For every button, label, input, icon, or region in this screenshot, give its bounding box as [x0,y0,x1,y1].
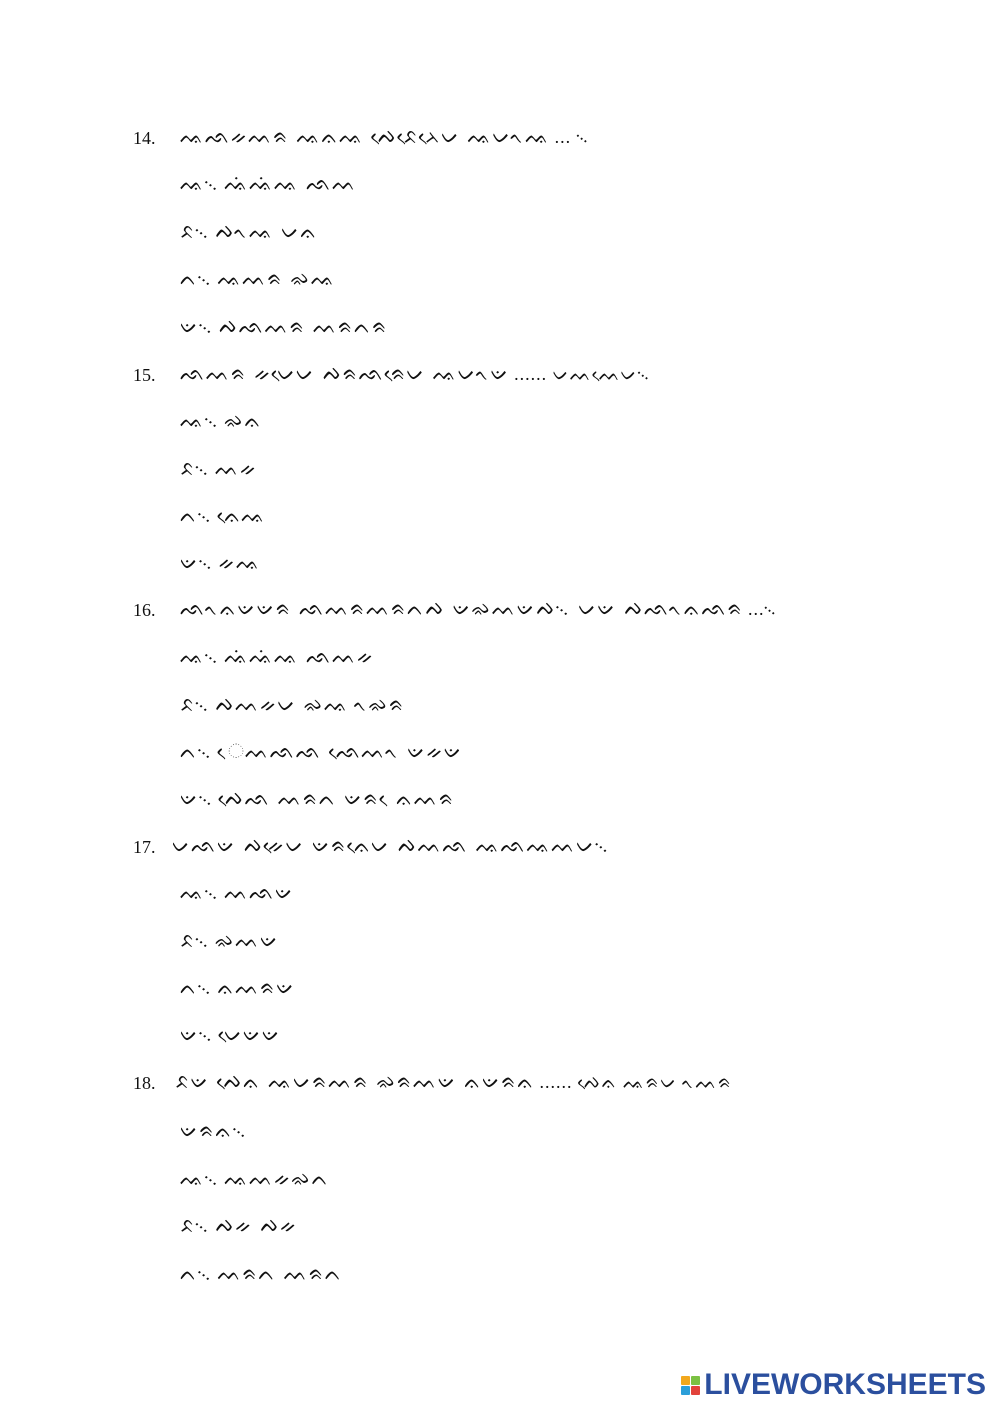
option-b[interactable] [180,930,279,951]
option-c[interactable] [180,268,336,289]
option-label: ᨕ᨞ [180,171,220,195]
stem-text: ᨅᨉ ᨄᨙᨊ ᨕᨆᨑᨓᨑ ᨋᨑᨓᨉ ᨊᨉᨑᨊ [175,1069,536,1093]
stem-text: ᨒᨚᨊᨉᨉᨑ ᨒᨓᨑᨓᨑᨈᨄ ᨉᨋᨓᨉᨄ᨞ ᨆᨉ ᨄᨒᨚᨊᨒᨑ [180,596,744,620]
option-text: ᨀᨕ [218,550,261,574]
question-stem-continued [180,1120,248,1141]
question-stem [180,126,590,147]
option-b[interactable] [180,1215,297,1236]
option-label: ᨉ᨞ [180,786,215,810]
option-label: ᨈ᨞ [180,503,213,527]
blank-dots: ...᨞ [748,599,779,619]
option-label: ᨉ᨞ [180,1022,215,1046]
option-label: ᨅ᨞ [180,928,211,952]
option-label: ᨕ᨞ [180,644,220,668]
option-text: ᨆᨙᨉᨉ [218,1022,282,1046]
option-label: ᨉ᨞ [180,314,215,338]
question-stem [172,835,610,856]
option-a[interactable] [180,646,374,667]
question-number: 15. [133,365,156,385]
option-text: ᨄᨀ ᨄᨀ [214,1213,298,1237]
stem-text-line2: ᨉᨑᨊ᨞ [180,1118,248,1142]
brand-name: LIVEWORKSHEETS [704,1368,986,1401]
stem-text: ᨆᨒᨉ ᨄᨀᨙᨆ ᨉᨑᨊᨙᨆ ᨄᨓᨒ ᨕᨒᨕᨓᨆ᨞ [172,833,611,857]
question-number: 14. [133,128,156,148]
option-c[interactable] [180,505,266,526]
option-text: ᨓᨒᨉ [224,880,295,904]
option-label: ᨉ᨞ [180,550,215,574]
option-text: ᨕᨗᨕᨗᨕ ᨒᨓᨀ [224,644,375,668]
option-label: ᨕ᨞ [180,408,220,432]
question-stem [175,1071,733,1092]
option-d[interactable] [180,1024,281,1045]
option-a[interactable] [180,410,262,431]
blank-dots: ... ᨞ [554,127,591,147]
option-label: ᨈ᨞ [180,1261,213,1285]
option-label: ᨅ᨞ [180,1213,211,1237]
option-label: ᨅ᨞ [180,456,211,480]
option-text: ᨕᨓᨀᨋᨈ [224,1166,330,1190]
option-text: ᨄᨒᨓᨑ ᨓᨑᨈᨑ [218,314,389,338]
logo-tile [681,1386,690,1395]
option-label: ᨅ᨞ [180,692,211,716]
option-d[interactable] [180,316,388,337]
question-stem [180,598,778,619]
question-stem [180,363,651,384]
option-d[interactable] [180,788,455,809]
option-a[interactable] [180,882,294,903]
question-number: 17. [133,837,156,857]
option-text: ᨕᨓᨑ ᨋᨕ [217,266,336,290]
option-text: ᨄᨚᨕ ᨆᨊ [214,219,318,243]
option-label: ᨅ᨞ [180,219,211,243]
option-label: ᨈ᨞ [180,266,213,290]
option-label: ᨕ᨞ [180,1166,220,1190]
logo-tile [691,1376,700,1385]
question-number: 18. [133,1073,156,1093]
option-c[interactable] [180,741,463,762]
option-label: ᨈ᨞ [180,975,213,999]
option-text: ᨋᨊ [224,408,263,432]
option-text: ᨓᨑᨈ ᨓᨑᨈ [217,1261,343,1285]
option-b[interactable] [180,221,318,242]
logo-tiles-icon [681,1376,700,1395]
option-a[interactable] [180,173,357,194]
option-text: ᨄᨙᨒ ᨓᨑᨈ ᨉᨑ ᨙᨊᨓᨑ [218,786,455,810]
option-a[interactable] [180,1168,330,1189]
stem-text: ᨕᨒᨀᨓᨑ ᨕᨊᨕ ᨄᨙᨅᨙᨂᨙᨆ ᨕᨆᨚᨕ [180,124,551,148]
blank-dots: ...... ᨆᨓᨓᨙᨆ᨞ [514,364,652,384]
option-label: ᨈ᨞ [180,739,213,763]
question-number: 16. [133,600,156,620]
option-text: ᨕᨗᨕᨗᨕ ᨒᨓ [224,171,357,195]
option-text: ᨙᨓᨒᨒ ᨒᨙᨓᨚ ᨉᨀᨉ [217,739,463,763]
logo-tile [691,1386,700,1395]
option-text: ᨊᨓᨑᨉ [217,975,296,999]
logo-tile [681,1376,690,1385]
stem-text: ᨒᨓᨑ ᨀᨆᨙᨆ ᨄᨑᨒᨑᨙᨆ ᨕᨆᨚᨉ [180,361,510,385]
option-text: ᨓᨀ [214,456,258,480]
liveworksheets-logo[interactable] [681,1368,986,1402]
blank-dots: ...... ᨄᨙᨊ ᨕᨑᨆ ᨚᨓᨑ [539,1072,733,1092]
option-b[interactable] [180,458,257,479]
option-label: ᨕ᨞ [180,880,220,904]
option-c[interactable] [180,977,295,998]
option-text: ᨄᨓᨀᨆ ᨋᨕ ᨚᨋᨑ [214,692,406,716]
option-d[interactable] [180,552,261,573]
option-text: ᨋᨓᨉ [214,928,280,952]
option-c[interactable] [180,1263,343,1284]
option-b[interactable] [180,694,405,715]
option-text: ᨊᨙᨕ [217,503,267,527]
